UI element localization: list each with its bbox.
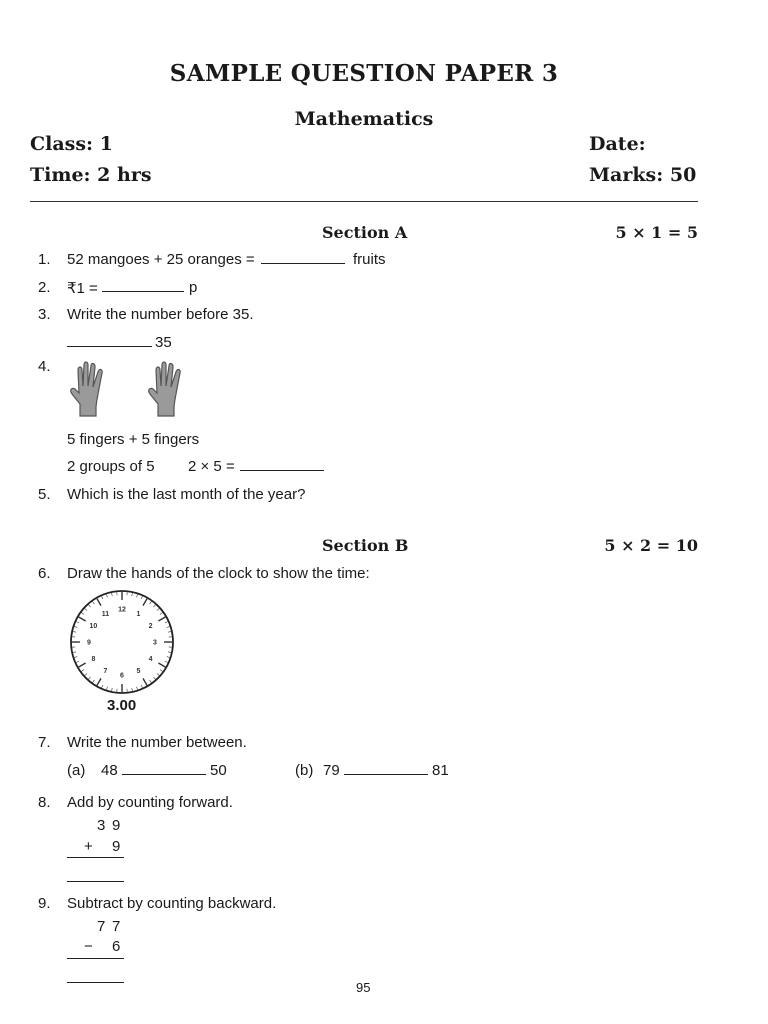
subtrahend-ones-digit: 6 — [112, 938, 121, 955]
page-number: 95 — [356, 980, 371, 995]
question-number: 2. — [38, 279, 51, 296]
question-4-line-1: 5 fingers + 5 fingers — [67, 431, 200, 448]
section-b-marks: 5 × 2 = 10 — [604, 536, 698, 555]
question-text: Write the number between. — [67, 734, 247, 751]
question-suffix: fruits — [353, 251, 386, 268]
question-text: ₹1 = — [67, 280, 98, 297]
part-a-left: 48 — [101, 762, 118, 779]
section-b-title: Section B — [322, 536, 409, 555]
part-b-right: 81 — [432, 762, 449, 779]
part-b-label: (b) — [295, 762, 314, 779]
ones-digit: 7 — [112, 918, 121, 935]
clock-number: 11 — [101, 610, 110, 618]
question-text: Subtract by counting backward. — [67, 895, 277, 912]
question-number: 3. — [38, 306, 51, 323]
plus-sign: + — [84, 838, 93, 855]
sum-line — [67, 857, 124, 858]
question-text: Write the number before 35. — [67, 306, 254, 323]
question-number: 5. — [38, 486, 51, 503]
clock-number: 10 — [89, 623, 98, 630]
part-a-right: 50 — [210, 762, 227, 779]
class-label: Class: 1 — [30, 133, 113, 155]
groups-text: 2 groups of 5 — [67, 458, 155, 475]
clock-number: 12 — [118, 606, 126, 614]
answer-blank[interactable] — [67, 334, 152, 347]
marks-label: Marks: 50 — [589, 164, 697, 186]
right-hand-icon — [144, 360, 194, 418]
answer-blank[interactable] — [240, 458, 324, 471]
question-number: 4. — [38, 358, 51, 375]
section-a-title: Section A — [322, 223, 408, 242]
answer-blank[interactable] — [344, 762, 428, 775]
clock-number: 8 — [91, 656, 96, 663]
clock-number: 2 — [148, 623, 153, 630]
answer-line[interactable] — [67, 881, 124, 882]
clock-number: 4 — [148, 656, 153, 663]
question-number: 9. — [38, 895, 51, 912]
part-b-left: 79 — [323, 762, 340, 779]
question-suffix: p — [189, 279, 198, 296]
header-divider — [30, 201, 698, 202]
addend-ones-digit: 9 — [112, 838, 121, 855]
question-number: 8. — [38, 794, 51, 811]
question-text: Which is the last month of the year? — [67, 486, 306, 503]
section-a-marks: 5 × 1 = 5 — [615, 223, 698, 242]
time-label: Time: 2 hrs — [30, 164, 152, 186]
difference-line — [67, 958, 124, 959]
question-number: 6. — [38, 565, 51, 582]
left-hand-icon — [66, 360, 116, 418]
answer-blank[interactable] — [102, 279, 184, 292]
question-number: 1. — [38, 251, 51, 268]
page-title: SAMPLE QUESTION PAPER 3 — [169, 60, 559, 87]
clock-number: 9 — [87, 639, 91, 647]
answer-blank[interactable] — [261, 251, 345, 264]
part-a-label: (a) — [67, 762, 86, 779]
clock-number: 3 — [153, 639, 157, 647]
tens-digit: 7 — [97, 918, 106, 935]
subject-heading: Mathematics — [294, 108, 434, 130]
answer-suffix: 35 — [155, 334, 172, 351]
clock-face[interactable] — [64, 588, 182, 696]
question-number: 7. — [38, 734, 51, 751]
minus-sign: − — [84, 938, 93, 955]
question-text: 52 mangoes + 25 oranges = — [67, 251, 255, 268]
tens-digit: 3 — [97, 817, 106, 834]
multiplication-text: 2 × 5 = — [188, 458, 235, 475]
ones-digit: 9 — [112, 817, 121, 834]
clock-time-label: 3.00 — [107, 697, 137, 714]
answer-blank[interactable] — [122, 762, 206, 775]
question-text: Draw the hands of the clock to show the time: — [67, 565, 370, 582]
question-text: Add by counting forward. — [67, 794, 233, 811]
clock-number: 1 — [136, 610, 141, 618]
date-label: Date: — [589, 133, 646, 155]
clock-number: 6 — [120, 672, 124, 680]
answer-line[interactable] — [67, 982, 124, 983]
clock-number: 7 — [103, 668, 108, 676]
clock-number: 5 — [136, 668, 141, 676]
